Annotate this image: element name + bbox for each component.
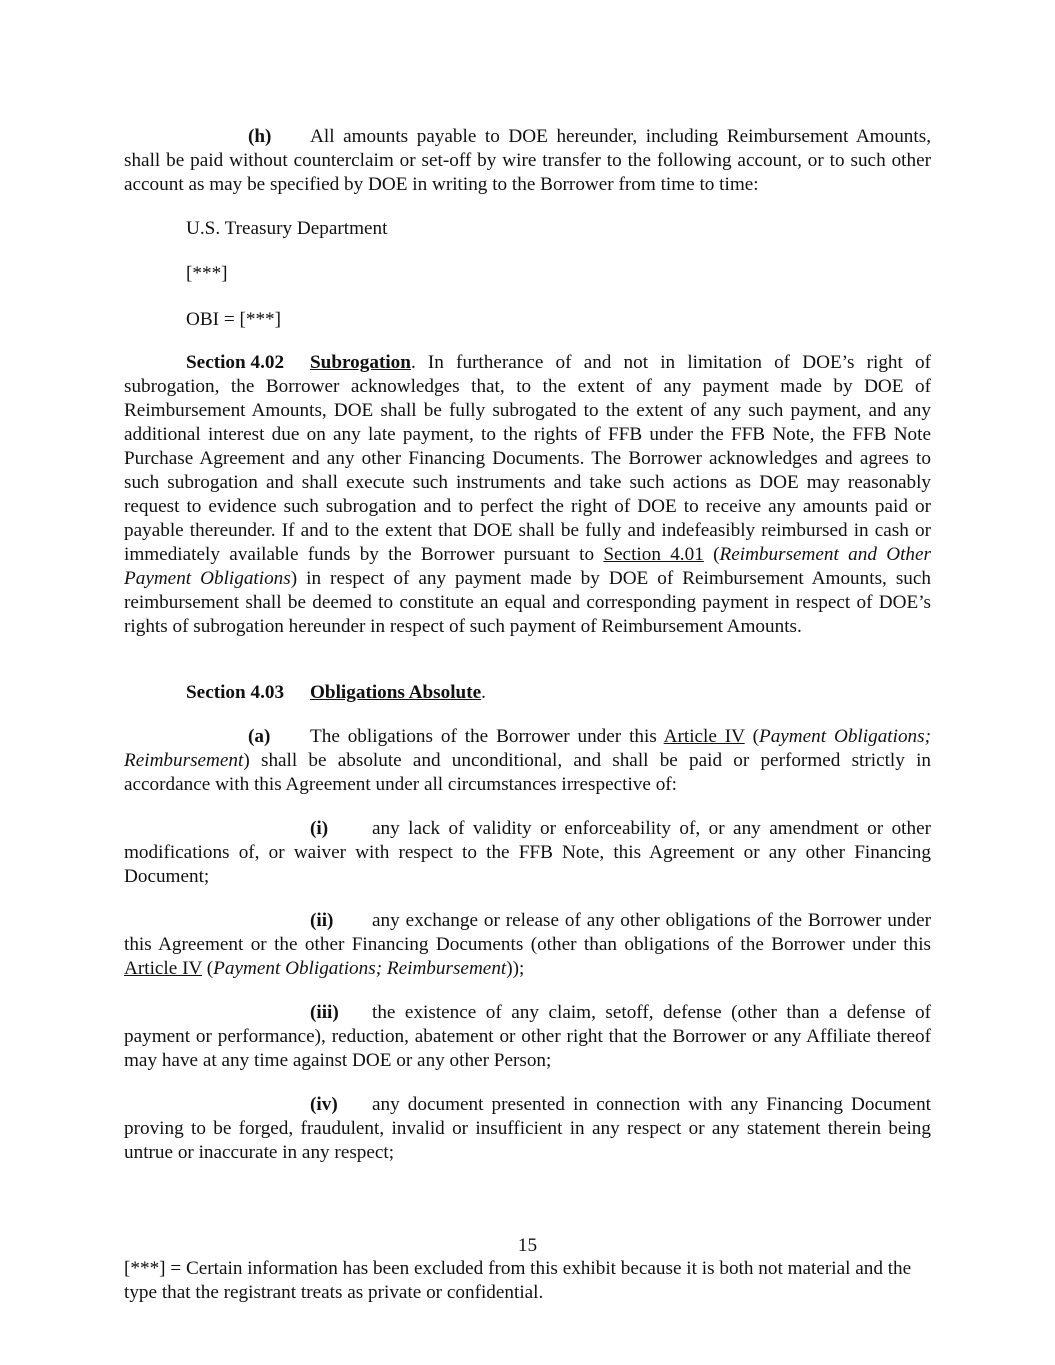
section-4-03-period: . [481,682,486,703]
paragraph-iv-label: (iv) [310,1094,338,1115]
paragraph-h-text: All amounts payable to DOE hereunder, including Reimbursement Amounts, shall be paid without counterclaim or set-off by wire transfer to the following account, or to such other account as may be specified by DOE in writing to the Borrower from time to time: [124,126,931,195]
paragraph-ii-label: (ii) [310,910,334,931]
paragraph-i [124,817,931,889]
paragraph-iv-text: any document presented in connection with any Financing Document proving to be forged, fraudulent, invalid or insufficient in any respect or any statement therein being untrue or inaccurate in any respect; [124,1094,931,1163]
paragraph-a [124,725,931,797]
paragraph-ii-text-b: ( [201,958,214,979]
article-iv-reference-title: Payment Obligations; Reimbursement [124,726,931,771]
paragraph-ii-text-a: any exchange or release of any other obligations of the Borrower under this Agreement or the other Financing Documents (other than obligations of the Borrower under this [124,910,931,955]
section-4-02-text-a: . In furtherance of and not in limitation of DOE’s right of subrogation, the Borrower acknowledges that, to the extent of any payment made by DOE of Reimbursement Amounts, DOE shall be fully subrogated to the extent of any such payment, and any additional interest due on any late payment, to the rights of FFB under the FFB Note, the FFB Note Purchase Agreement and any other Financing Documents. The Borrower acknowledges and agrees to such subrogation and shall execute such instruments and take such actions as DOE may reasonably request to evidence such subrogation and to perfect the right of DOE to receive any amounts paid or payable thereunder. If and to the extent that DOE shall be fully and indefeasibly reimbursed in cash or immediately available funds by the Borrower pursuant to [124,352,931,565]
paragraph-iii-text: the existence of any claim, setoff, defense (other than a defense of payment or performance), reduction, abatement or other right that the Borrower or any Affiliate thereof may have at any time against DOE or any other Person; [124,1002,931,1071]
section-4-02-number: Section 4.02 [186,352,285,373]
paragraph-ii-text-c: )); [506,958,525,979]
article-iv-reference: Article IV [663,726,745,747]
section-4-01-reference: Section 4.01 [603,544,704,565]
section-4-03-title: Obligations Absolute [310,682,482,703]
paragraph-a-text-b: ( [744,726,759,747]
section-4-02-text-c: ) in respect of any payment made by DOE of Reimbursement Amounts, such reimbursement shall be deemed to constitute an equal and corresponding payment in respect of DOE’s rights of subrogation hereunder in respect of such payment of Reimbursement Amounts. [124,568,931,637]
account-line-1: U.S. Treasury Department [186,218,388,239]
paragraph-iii [124,1001,931,1073]
footer-note: [***] = Certain information has been excluded from this exhibit because it is both not material and the type that the registrant treats as private or confidential. [124,1258,912,1303]
article-iv-reference-title-2: Payment Obligations; Reimbursement [213,958,507,979]
paragraph-h-label: (h) [248,126,272,147]
page-number: 15 [517,1235,538,1256]
paragraph-iv [124,1093,931,1165]
paragraph-i-label: (i) [310,818,329,839]
account-line-2: [***] [186,263,228,284]
account-line-3: OBI = [***] [186,309,282,330]
article-iv-reference-2: Article IV [124,958,202,979]
section-4-02-text-b: ( [703,544,720,565]
section-4-03-number: Section 4.03 [186,682,285,703]
paragraph-a-text-c: ) shall be absolute and unconditional, and shall be paid or performed strictly in accordance with this Agreement under all circumstances irrespective of: [124,750,931,795]
section-4-02-title: Subrogation [310,352,411,373]
paragraph-i-text: any lack of validity or enforceability of, or any amendment or other modifications of, or waiver with respect to the FFB Note, this Agreement or any other Financing Document; [124,818,931,887]
section-4-03-heading [124,681,931,705]
paragraph-h [124,125,931,197]
section-4-01-reference-title: Reimbursement and Other Payment Obligations [124,544,932,589]
paragraph-a-text-a: The obligations of the Borrower under this [310,726,664,747]
section-4-02 [124,351,931,639]
paragraph-iii-label: (iii) [310,1002,339,1023]
paragraph-ii [124,909,931,981]
paragraph-a-label: (a) [248,726,271,747]
